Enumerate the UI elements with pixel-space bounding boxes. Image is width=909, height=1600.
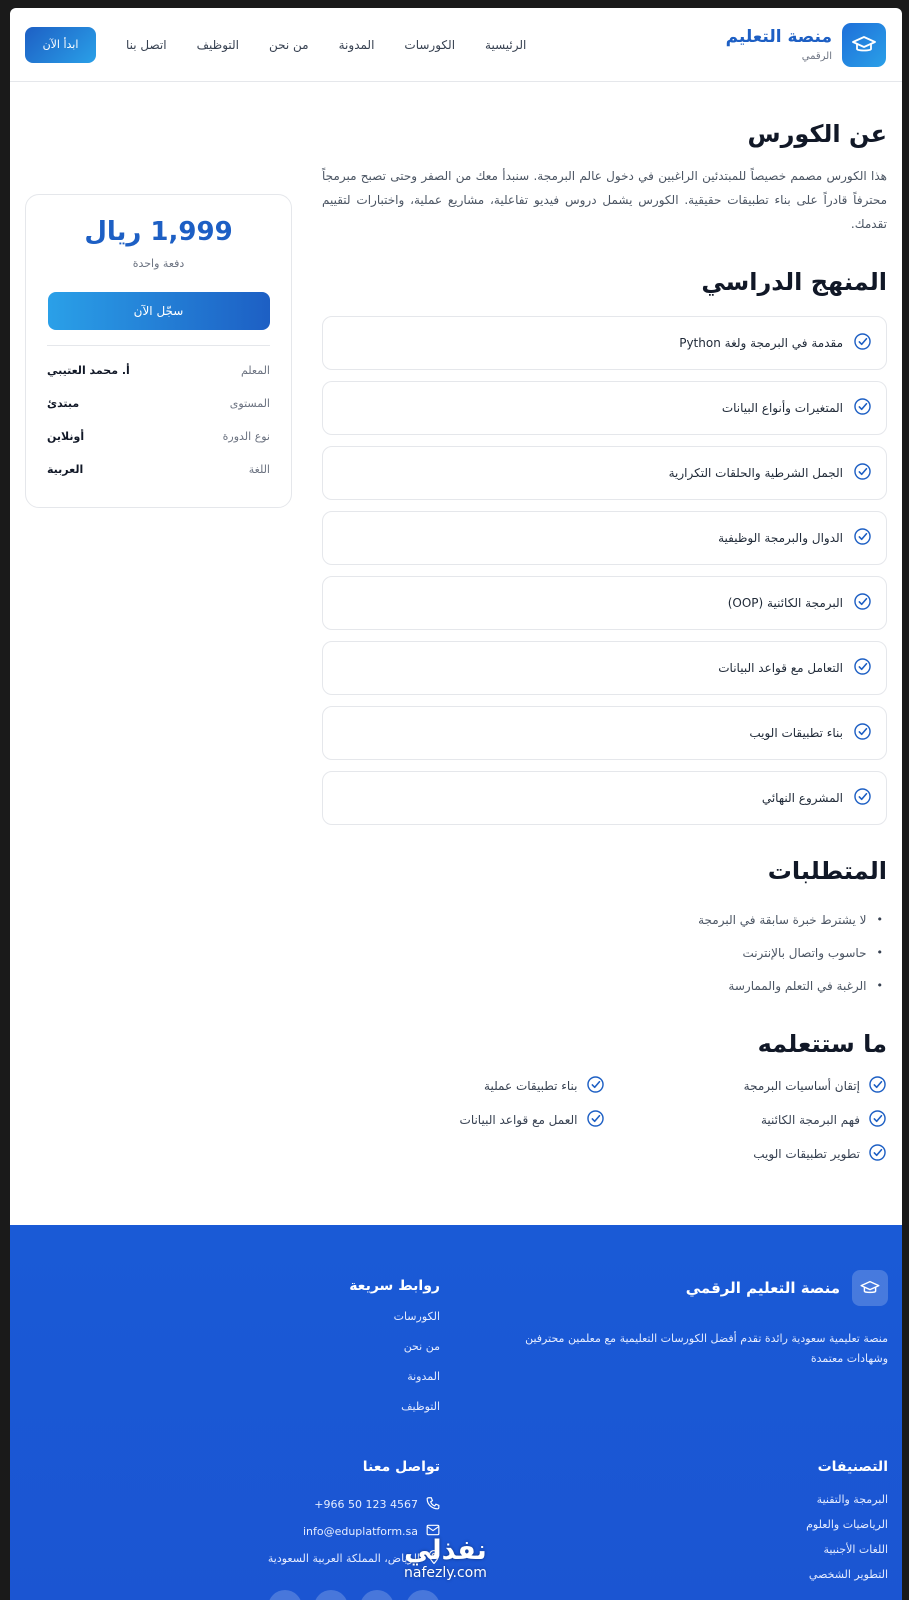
lesson-title: بناء تطبيقات الويب xyxy=(749,726,843,740)
lesson-item[interactable] xyxy=(322,771,887,825)
lesson-title: مقدمة في البرمجة ولغة Python xyxy=(679,336,843,350)
linkedin-icon[interactable] xyxy=(406,1590,440,1600)
curriculum-title: المنهج الدراسي xyxy=(701,268,887,296)
address-text: الرياض، المملكة العربية السعودية xyxy=(267,1552,420,1565)
nav-about[interactable]: من نحن xyxy=(269,37,309,52)
divider xyxy=(47,345,270,346)
site-header xyxy=(10,8,902,82)
about-text: هذا الكورس مصمم خصيصاً للمبتدئين الراغبين في دخول عالم البرمجة. سنبدأ معك من الصفر وحتى تصبح مبرمجاً محترفاً قادراً على بناء تطبيقات حقيقية. الكورس يشمل دروس فيديو تفاعلية، مشاريع عملية، واختبارات لتقييم تقدمك. xyxy=(322,169,887,231)
lesson-item[interactable] xyxy=(322,511,887,565)
list-item: • حاسوب واتصال بالإنترنت xyxy=(322,936,887,969)
meta-value: العربية xyxy=(47,463,84,476)
nav-jobs[interactable]: التوظيف xyxy=(196,37,240,52)
footer-link-personal[interactable]: التطوير الشخصي xyxy=(808,1568,888,1581)
footer-link-courses[interactable]: الكورسات xyxy=(393,1310,440,1323)
footer-brand-title: منصة التعليم الرقمي xyxy=(685,1279,840,1297)
footer-link-jobs[interactable]: التوظيف xyxy=(401,1400,440,1413)
meta-value: أ. محمد العتيبي xyxy=(47,364,130,377)
meta-row-teacher xyxy=(47,354,270,387)
lesson-item[interactable] xyxy=(322,576,887,630)
course-details xyxy=(322,120,887,1164)
meta-key: نوع الدورة xyxy=(222,430,270,443)
check-circle-icon xyxy=(586,1075,605,1097)
learn-item-label: بناء تطبيقات عملية xyxy=(484,1079,578,1093)
main-nav xyxy=(25,27,526,63)
graduation-cap-icon xyxy=(842,23,886,67)
watermark xyxy=(404,1536,487,1580)
meta-key: المعلم xyxy=(240,364,270,377)
learn-item xyxy=(605,1076,888,1096)
contact-title: تواصل معنا xyxy=(362,1459,440,1475)
meta-key: اللغة xyxy=(248,463,270,476)
check-circle-icon xyxy=(853,462,872,484)
check-circle-icon xyxy=(586,1109,605,1131)
learn-title: ما ستتعلمه xyxy=(757,1030,887,1058)
footer-brand[interactable] xyxy=(686,1270,888,1306)
meta-row-level xyxy=(47,387,270,420)
lesson-title: الجمل الشرطية والحلقات التكرارية xyxy=(668,466,843,480)
learn-item xyxy=(322,1076,605,1096)
nav-home[interactable]: الرئيسية xyxy=(485,37,527,52)
lesson-item[interactable] xyxy=(322,446,887,500)
course-meta xyxy=(47,354,270,486)
requirements-title: المتطلبات xyxy=(767,857,887,885)
course-price: 1,999 ريال xyxy=(84,217,233,247)
contact-phone[interactable] xyxy=(200,1491,440,1518)
nav-contact[interactable]: اتصل بنا xyxy=(126,37,167,52)
list-item: • الرغبة في التعلم والممارسة xyxy=(322,969,887,1002)
footer-link-programming[interactable]: البرمجة والتقنية xyxy=(816,1493,888,1506)
lesson-title: المشروع النهائي xyxy=(761,791,843,805)
quick-links-title: روابط سريعة xyxy=(349,1278,440,1294)
twitter-icon[interactable] xyxy=(314,1590,348,1600)
learn-item xyxy=(605,1144,888,1164)
nav-courses[interactable]: الكورسات xyxy=(404,37,456,52)
lesson-title: الدوال والبرمجة الوظيفية xyxy=(718,531,843,545)
check-circle-icon xyxy=(853,592,872,614)
check-circle-icon xyxy=(853,397,872,419)
check-circle-icon xyxy=(868,1109,887,1131)
enroll-button[interactable]: سجّل الآن xyxy=(48,292,270,330)
price-note: دفعة واحدة xyxy=(132,257,185,270)
nav-blog[interactable]: المدونة xyxy=(338,37,375,52)
start-now-button[interactable]: ابدأ الآن xyxy=(25,27,96,63)
footer-link-math[interactable]: الرياضيات والعلوم xyxy=(806,1518,888,1531)
social-links xyxy=(268,1590,440,1600)
watermark-text: نفذلي xyxy=(404,1535,487,1566)
about-title: عن الكورس xyxy=(747,120,887,148)
check-circle-icon xyxy=(853,657,872,679)
learn-item xyxy=(605,1110,888,1130)
lesson-title: البرمجة الكائنية (OOP) xyxy=(727,596,843,610)
check-circle-icon xyxy=(853,527,872,549)
email-address: info@eduplatform.sa xyxy=(302,1525,418,1538)
brand-subtitle: الرقمي xyxy=(801,51,832,62)
check-circle-icon xyxy=(853,722,872,744)
brand-title: منصة التعليم xyxy=(725,27,832,47)
requirements-list xyxy=(322,903,887,1002)
meta-row-language xyxy=(47,453,270,486)
lesson-list xyxy=(322,316,887,825)
course-price-card xyxy=(25,194,292,508)
instagram-icon[interactable] xyxy=(360,1590,394,1600)
phone-icon xyxy=(426,1496,440,1513)
footer-link-about[interactable]: من نحن xyxy=(403,1340,440,1353)
categories-title: التصنيفات xyxy=(817,1459,888,1475)
brand[interactable] xyxy=(726,23,886,67)
lesson-item[interactable] xyxy=(322,316,887,370)
meta-key: المستوى xyxy=(229,397,270,410)
lesson-title: المتغيرات وأنواع البيانات xyxy=(721,401,843,415)
check-circle-icon xyxy=(853,787,872,809)
list-item: • لا يشترط خبرة سابقة في البرمجة xyxy=(322,903,887,936)
graduation-cap-icon xyxy=(852,1270,888,1306)
meta-value: أونلاين xyxy=(47,430,85,443)
meta-row-type xyxy=(47,420,270,453)
footer-link-languages[interactable]: اللغات الأجنبية xyxy=(823,1543,888,1556)
check-circle-icon xyxy=(868,1143,887,1165)
learn-item-label: تطوير تطبيقات الويب xyxy=(753,1147,860,1161)
phone-number: +966 50 123 4567 xyxy=(314,1498,418,1511)
learn-list xyxy=(322,1076,887,1164)
learn-item xyxy=(322,1110,605,1130)
quick-links xyxy=(240,1278,440,1430)
categories xyxy=(688,1459,888,1593)
facebook-icon[interactable] xyxy=(268,1590,302,1600)
page xyxy=(10,8,902,1600)
footer-link-blog[interactable]: المدونة xyxy=(407,1370,440,1383)
learn-item-label: إتقان أساسيات البرمجة xyxy=(743,1079,860,1093)
meta-value: مبتدئ xyxy=(47,397,80,410)
footer-description: منصة تعليمية سعودية رائدة تقدم أفضل الكورسات التعليمية مع معلمين محترفين وشهادات معتمدة xyxy=(525,1332,888,1365)
learn-item-label: فهم البرمجة الكائنية xyxy=(760,1113,860,1127)
lesson-title: التعامل مع قواعد البيانات xyxy=(718,661,843,675)
learn-item-label: العمل مع قواعد البيانات xyxy=(459,1113,578,1127)
check-circle-icon xyxy=(868,1075,887,1097)
watermark-url: nafezly.com xyxy=(404,1565,487,1581)
lesson-item[interactable] xyxy=(322,381,887,435)
lesson-item[interactable] xyxy=(322,706,887,760)
check-circle-icon xyxy=(853,332,872,354)
lesson-item[interactable] xyxy=(322,641,887,695)
